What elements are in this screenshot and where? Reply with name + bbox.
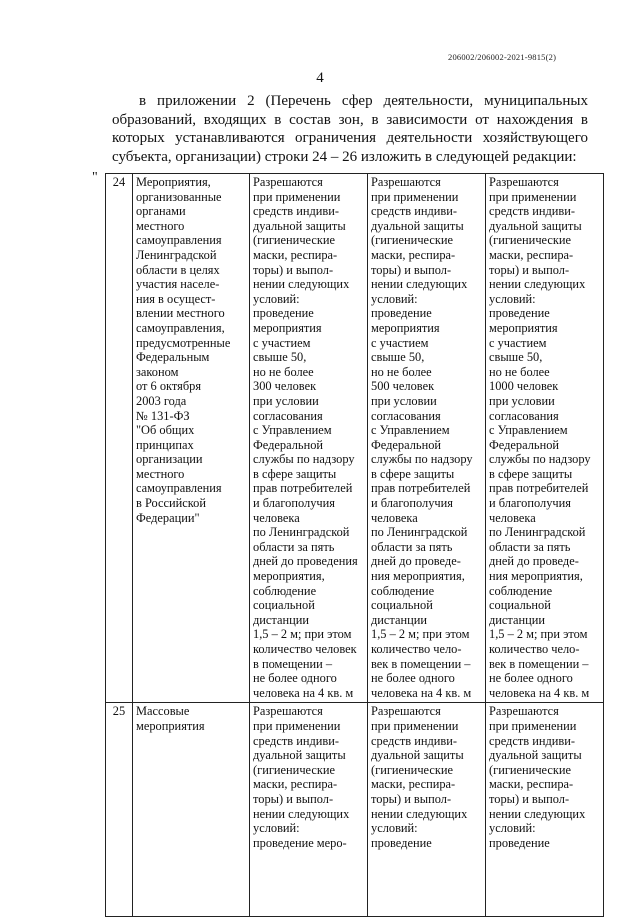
table-row — [106, 174, 604, 703]
row-number: 24 — [106, 174, 133, 703]
intro-paragraph: в приложении 2 (Перечень сфер деятельности, муниципальных образований, входящих в состав зон, в зависимости от нахождения в которых устанавливаются ограничения деятельности хозяйствующего субъекта, организации) строки 24 – 26 изложить в следующей редакции: — [112, 93, 588, 165]
restrictions-table — [105, 173, 604, 917]
zone-rule-cell: Разрешаются при применении средств индиви- дуальной защиты (гигиенические маски, респира- торы) и выпол- нении следующих условий: проведение меро- — [250, 703, 368, 917]
activity-name: Мероприятия, организованные органами местного самоуправления Ленинградской области в целях участия населе- ния в осущест- влении местного самоуправления, предусмотренные Федеральным законом от 6 октября 2003 года № 131-ФЗ "Об общих принципах организации местного самоуправления в Российской Федерации" — [133, 174, 250, 703]
zone-rule-cell: Разрешаются при применении средств индиви- дуальной защиты (гигиенические маски, респира- торы) и выпол- нении следующих условий: проведение мероприятия с участием свыше 50, но не более 300 человек при условии согласования с Управлением Федеральной службы по надзору в сфере защиты прав потребителей и благополучия человека по Ленинградской области за пять дней до проведения мероприятия, соблюдение социальной дистанции 1,5 – 2 м; при этом количество человек в помещении – не более одного человека на 4 кв. м — [250, 174, 368, 703]
page-number: 4 — [316, 70, 324, 86]
activity-name: Массовые мероприятия — [133, 703, 250, 917]
zone-rule-cell: Разрешаются при применении средств индиви- дуальной защиты (гигиенические маски, респира- торы) и выпол- нении следующих условий: проведение — [368, 703, 486, 917]
zone-rule-cell: Разрешаются при применении средств индиви- дуальной защиты (гигиенические маски, респира- торы) и выпол- нении следующих условий: проведение — [486, 703, 604, 917]
table-row — [106, 703, 604, 917]
zone-rule-cell: Разрешаются при применении средств индиви- дуальной защиты (гигиенические маски, респира- торы) и выпол- нении следующих условий: проведение мероприятия с участием свыше 50, но не более 500 человек при условии согласования с Управлением Федеральной службы по надзору в сфере защиты прав потребителей и благополучия человека по Ленинградской области за пять дней до проведе- ния мероприятия, соблюдение социальной дистанции 1,5 – 2 м; при этом количество чело- век в помещении – не более одного человека на 4 кв. м — [368, 174, 486, 703]
zone-rule-cell: Разрешаются при применении средств индиви- дуальной защиты (гигиенические маски, респира- торы) и выпол- нении следующих условий: проведение мероприятия с участием свыше 50, но не более 1000 человек при условии согласования с Управлением Федеральной службы по надзору в сфере защиты прав потребителей и благополучия человека по Ленинградской области за пять дней до проведе- ния мероприятия, соблюдение социальной дистанции 1,5 – 2 м; при этом количество чело- век в помещении – не более одного человека на 4 кв. м — [486, 174, 604, 703]
opening-quote-mark: " — [92, 170, 98, 185]
row-number: 25 — [106, 703, 133, 917]
document-id: 206002/206002-2021-9815(2) — [448, 52, 557, 62]
